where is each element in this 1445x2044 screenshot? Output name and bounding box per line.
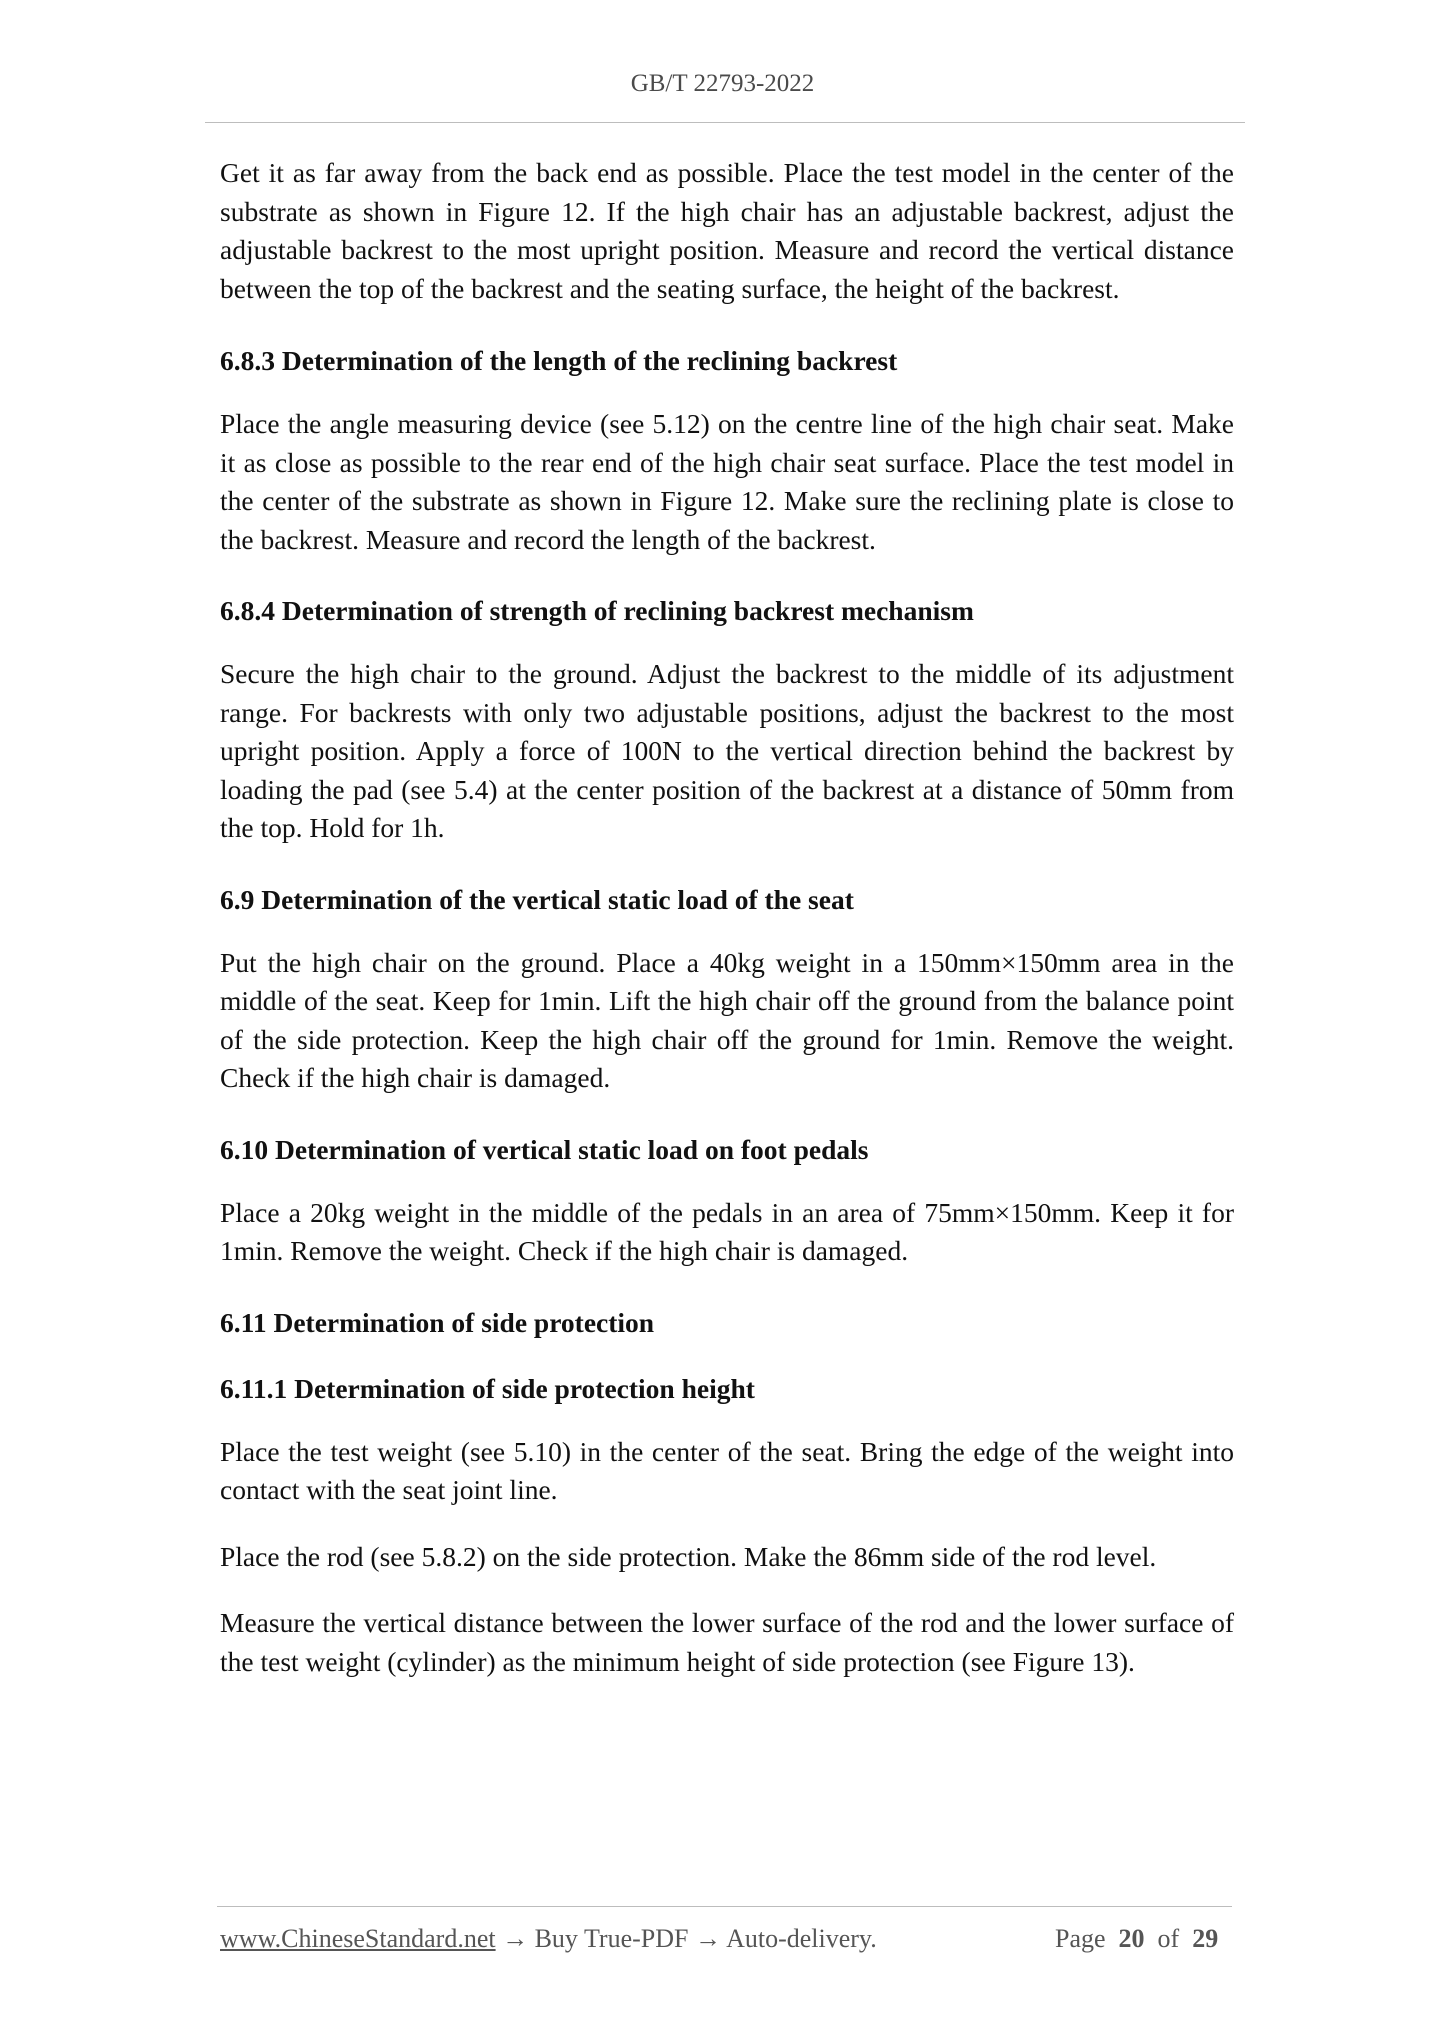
paragraph: Place a 20kg weight in the middle of the pedals in an area of 75mm×150mm. Keep it for 1min. Remove the weight. Check if the high chair is damaged. <box>220 1196 1234 1266</box>
page-label: Page <box>1055 1924 1106 1953</box>
arrow-right-icon: → <box>502 1924 529 1953</box>
page-total: 29 <box>1192 1924 1219 1953</box>
paragraph: Place the test weight (see 5.10) in the center of the seat. Bring the edge of the weight into contact with the seat joint line. <box>220 1435 1234 1505</box>
auto-delivery-text: Auto-delivery. <box>726 1924 877 1953</box>
of-label: of <box>1157 1924 1180 1953</box>
footer-divider <box>217 1906 1232 1907</box>
buy-true-pdf-text: Buy True-PDF <box>534 1924 689 1953</box>
paragraph: Place the rod (see 5.8.2) on the side protection. Make the 86mm side of the rod level. <box>220 1540 1157 1572</box>
document-code: GB/T 22793-2022 <box>630 70 815 97</box>
section-heading: 6.10 Determination of vertical static load on foot pedals <box>220 1133 869 1165</box>
site-link[interactable]: www.ChineseStandard.net <box>220 1924 496 1953</box>
paragraph: Measure the vertical distance between the lower surface of the rod and the lower surface of the test weight (cylinder) as the minimum height of side protection (see Figure 13). <box>220 1607 1234 1677</box>
arrow-right-icon: → <box>695 1924 721 1953</box>
paragraph: Put the high chair on the ground. Place a 40kg weight in a 150mm×150mm area in the middle of the seat. Keep for 1min. Lift the high chair off the ground from the balance point of the side protection. Keep the high chair off the ground for 1min. Remove the weight. Check if the high chair is damaged. <box>220 946 1234 1093</box>
section-heading: 6.11.1 Determination of side protection height <box>220 1372 755 1404</box>
page-number <box>1055 1924 1218 1954</box>
section-heading: 6.8.3 Determination of the length of the reclining backrest <box>220 345 898 376</box>
section-heading: 6.9 Determination of the vertical static load of the seat <box>220 883 854 915</box>
paragraph: Place the angle measuring device (see 5.12) on the centre line of the high chair seat. Make it as close as possible to the rear end of the high chair seat surface. Place the test model in the center of the substrate as shown in Figure 12. Make sure the reclining plate is close to the backrest. Measure and record the length of the backrest. <box>220 408 1234 555</box>
page-content <box>220 154 1234 1681</box>
header-divider <box>205 122 1245 123</box>
footer-promo <box>220 1924 877 1954</box>
section-heading: 6.8.4 Determination of strength of reclining backrest mechanism <box>220 595 974 626</box>
paragraph: Secure the high chair to the ground. Adjust the backrest to the middle of its adjustment range. For backrests with only two adjustable positions, adjust the backrest to the most upright position. Apply a force of 100N to the vertical direction behind the backrest by loading the pad (see 5.4) at the center position of the backrest at a distance of 50mm from the top. Hold for 1h. <box>220 658 1234 843</box>
page-current: 20 <box>1118 1924 1145 1953</box>
section-heading: 6.11 Determination of side protection <box>220 1306 655 1338</box>
paragraph: Get it as far away from the back end as possible. Place the test model in the center of the substrate as shown in Figure 12. If the high chair has an adjustable backrest, adjust the adjustable backrest to the most upright position. Measure and record the vertical distance between the top of the backrest and the seating surface, the height of the backrest. <box>220 157 1234 304</box>
